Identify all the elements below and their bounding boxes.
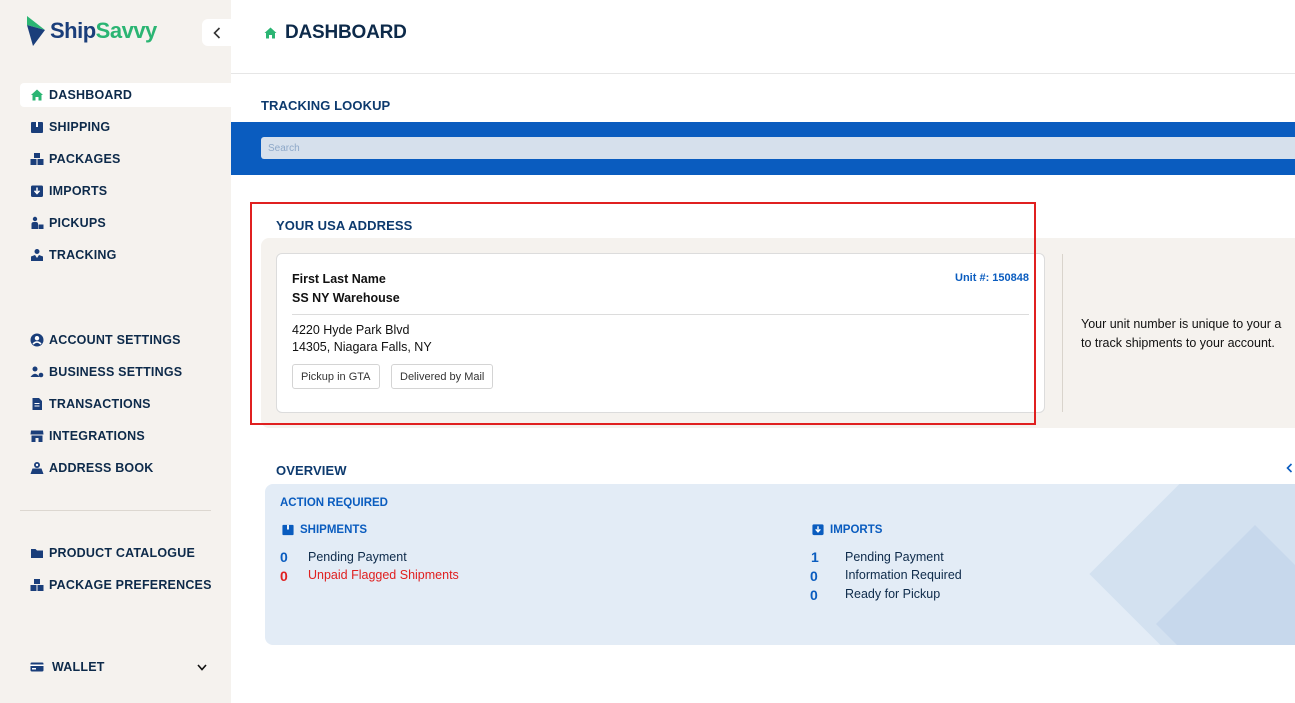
sidebar-item-label: PACKAGE PREFERENCES: [49, 578, 212, 592]
page-title: [263, 22, 407, 44]
packages-icon: [30, 152, 44, 166]
unit-number-note: [1081, 315, 1281, 353]
chevron-left-icon[interactable]: [1286, 463, 1293, 473]
logo-mark-icon: [25, 16, 47, 46]
sidebar-item-product-catalogue[interactable]: [20, 541, 231, 565]
tracking-icon: [30, 248, 44, 262]
sidebar-item-label: BUSINESS SETTINGS: [49, 365, 183, 379]
shipments-heading: [281, 523, 367, 536]
sidebar-item-dashboard[interactable]: [20, 83, 231, 107]
sidebar-item-package-preferences[interactable]: [20, 573, 231, 597]
sidebar-item-packages[interactable]: [20, 147, 231, 171]
document-icon: [30, 397, 44, 411]
information-required-count[interactable]: 0: [810, 568, 818, 584]
business-user-icon: [30, 365, 44, 379]
usa-address-card: [276, 253, 1045, 413]
imports-pending-payment-link[interactable]: Pending Payment: [845, 550, 944, 564]
box-icon: [30, 120, 44, 134]
address-divider: [292, 314, 1029, 315]
tracking-band: [231, 122, 1295, 175]
tracking-lookup-title: TRACKING LOOKUP: [261, 98, 391, 113]
address-name: First Last Name: [292, 272, 386, 286]
sidebar-item-imports[interactable]: [20, 179, 231, 203]
chevron-left-icon: [213, 27, 221, 39]
sidebar-item-label: TRACKING: [49, 248, 117, 262]
import-box-icon: [811, 523, 825, 536]
sidebar-item-business-settings[interactable]: [20, 360, 231, 384]
sidebar-item-account-settings[interactable]: [20, 328, 231, 352]
sidebar-item-integrations[interactable]: [20, 424, 231, 448]
folder-icon: [30, 546, 44, 560]
store-icon: [30, 429, 44, 443]
sidebar: [0, 0, 231, 703]
unpaid-flagged-shipments-link[interactable]: Unpaid Flagged Shipments: [308, 568, 459, 582]
unit-number: Unit #: 150848: [955, 272, 1029, 284]
unit-note-line-2: to track shipments to your account.: [1081, 336, 1275, 350]
ready-for-pickup-count[interactable]: 0: [810, 587, 818, 603]
shipsavvy-logo[interactable]: [25, 16, 157, 46]
address-map-icon: [30, 461, 44, 475]
sidebar-item-label: WALLET: [52, 660, 105, 674]
unpaid-flagged-shipments-count[interactable]: 0: [280, 568, 288, 584]
sidebar-item-tracking[interactable]: [20, 243, 231, 267]
sidebar-collapse-button[interactable]: [202, 19, 231, 46]
home-icon: [263, 26, 278, 40]
ready-for-pickup-link[interactable]: Ready for Pickup: [845, 587, 941, 601]
overview-panel: [265, 484, 1295, 645]
sidebar-item-label: PRODUCT CATALOGUE: [49, 546, 195, 560]
box-icon: [281, 523, 295, 536]
delivered-by-mail-chip: Delivered by Mail: [391, 364, 493, 389]
sidebar-item-label: ADDRESS BOOK: [49, 461, 154, 475]
sidebar-item-wallet[interactable]: [20, 655, 231, 679]
chevron-down-icon: [197, 664, 207, 671]
sidebar-item-address-book[interactable]: [20, 456, 231, 480]
imports-pending-payment-count[interactable]: 1: [811, 549, 819, 565]
imports-heading-text: IMPORTS: [830, 523, 883, 536]
sidebar-item-label: INTEGRATIONS: [49, 429, 145, 443]
pickup-icon: [30, 216, 44, 230]
home-icon: [30, 88, 44, 102]
address-warehouse: SS NY Warehouse: [292, 291, 400, 305]
sidebar-item-label: ACCOUNT SETTINGS: [49, 333, 181, 347]
address-panel-divider: [1062, 254, 1063, 412]
sidebar-item-transactions[interactable]: [20, 392, 231, 416]
logo-text-ship: Ship: [50, 18, 96, 43]
action-required-heading: ACTION REQUIRED: [280, 497, 388, 509]
sidebar-item-label: DASHBOARD: [49, 88, 133, 102]
sidebar-item-label: IMPORTS: [49, 184, 108, 198]
pickup-in-gta-chip: Pickup in GTA: [292, 364, 380, 389]
address-line-1: 4220 Hyde Park Blvd: [292, 323, 410, 337]
usa-address-title: YOUR USA ADDRESS: [276, 218, 413, 233]
logo-text-savvy: Savvy: [95, 18, 157, 43]
overview-title: OVERVIEW: [276, 463, 347, 478]
tracking-search-input[interactable]: [261, 137, 1295, 159]
page-title-text: DASHBOARD: [285, 22, 407, 43]
user-circle-icon: [30, 333, 44, 347]
credit-card-icon: [30, 660, 44, 674]
imports-heading: [811, 523, 882, 536]
sidebar-item-label: SHIPPING: [49, 120, 111, 134]
page-header: [231, 0, 1295, 74]
sidebar-item-label: PICKUPS: [49, 216, 106, 230]
shipments-heading-text: SHIPMENTS: [300, 523, 368, 536]
sidebar-item-shipping[interactable]: [20, 115, 231, 139]
sidebar-item-pickups[interactable]: [20, 211, 231, 235]
sidebar-item-label: PACKAGES: [49, 152, 121, 166]
sidebar-item-label: TRANSACTIONS: [49, 397, 151, 411]
import-box-icon: [30, 184, 44, 198]
shipments-pending-payment-link[interactable]: Pending Payment: [308, 550, 407, 564]
information-required-link[interactable]: Information Required: [845, 568, 962, 582]
unit-note-line-1: Your unit number is unique to your a: [1081, 317, 1282, 331]
sidebar-divider: [20, 510, 211, 511]
shipments-pending-payment-count[interactable]: 0: [280, 549, 288, 565]
packages-icon: [30, 578, 44, 592]
address-line-2: 14305, Niagara Falls, NY: [292, 340, 432, 354]
